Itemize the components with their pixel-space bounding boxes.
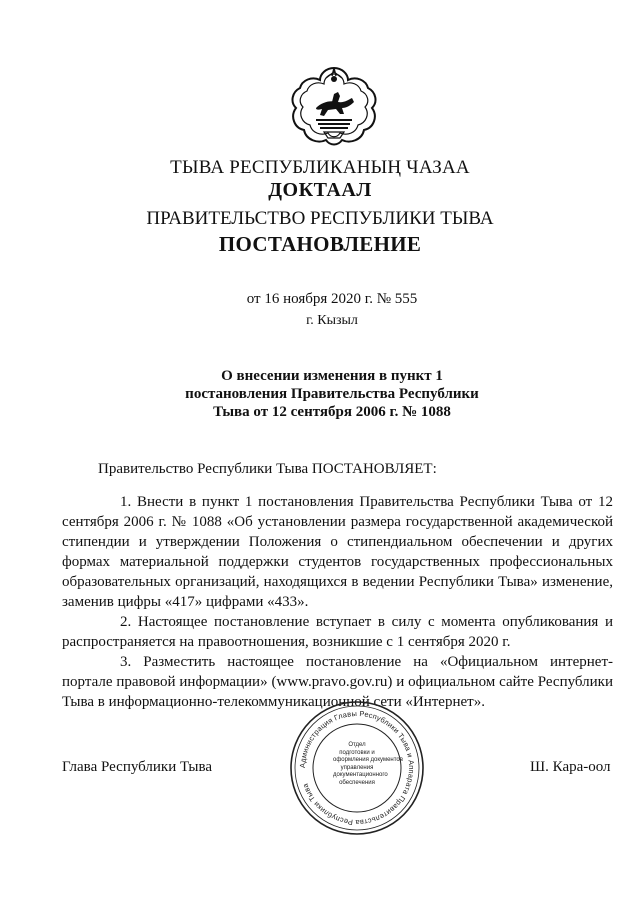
stamp-line: подготовки и bbox=[339, 749, 375, 756]
document-title bbox=[0, 367, 640, 421]
document-body bbox=[62, 492, 613, 712]
stamp-line: оформления документов bbox=[333, 757, 403, 763]
org-name-russian: ПРАВИТЕЛЬСТВО РЕСПУБЛИКИ ТЫВА bbox=[146, 208, 494, 229]
stamp-ring-text: Администрация Главы Республики Тыва и Аппарата Правительства Республики Тыва bbox=[297, 708, 417, 828]
stamp-line: управления bbox=[340, 764, 374, 771]
paragraph-3: 3. Разместить настоящее постановление на «Официальном интернет-портале правовой информации» (www.pravo.gov.ru) и официальном сайте Республики Тыва в информационно-телекоммуникационной сети «Интернет». bbox=[62, 654, 613, 710]
title-line: Тыва от 12 сентября 2006 г. № 1088 bbox=[213, 404, 451, 420]
stamp-line: Отдел bbox=[348, 742, 366, 748]
document-date-number: от 16 ноября 2020 г. № 555 bbox=[246, 291, 418, 307]
document-city: г. Кызыл bbox=[306, 313, 358, 328]
signatory-position: Глава Республики Тыва bbox=[62, 759, 213, 775]
paragraph-1: 1. Внести в пункт 1 постановления Правительства Республики Тыва от 12 сентября 2006 г. № 1088 «Об установлении размера государственной академической стипендии и утверждении Положения о стипендиальном обеспечении и других формах материальной поддержки студентов государственных профессиональных образовательных организаций, находящихся в ведении Республики Тыва» изменение, заменив цифры «417» цифрами «433». bbox=[62, 494, 613, 610]
doc-type-russian: ПОСТАНОВЛЕНИЕ bbox=[218, 232, 422, 256]
stamp-center-text bbox=[333, 742, 403, 787]
tuva-emblem-icon bbox=[288, 62, 380, 148]
title-line: О внесении изменения в пункт 1 bbox=[221, 368, 443, 384]
org-name-tyvan: ТЫВА РЕСПУБЛИКАНЫҢ ЧАЗАА bbox=[170, 157, 470, 178]
preamble: Правительство Республики Тыва ПОСТАНОВЛЯЕТ: bbox=[98, 461, 437, 477]
doc-type-tyvan: ДОКТААЛ bbox=[268, 179, 372, 201]
paragraph-2: 2. Настоящее постановление вступает в силу с момента опубликования и распространяется на правоотношения, возникшие с 1 сентября 2020 г. bbox=[62, 614, 613, 650]
stamp-line: документационного bbox=[333, 772, 388, 778]
stamp-line: обеспечения bbox=[339, 779, 375, 786]
signatory-name: Ш. Кара-оол bbox=[530, 759, 611, 775]
title-line: постановления Правительства Республики bbox=[185, 386, 479, 402]
